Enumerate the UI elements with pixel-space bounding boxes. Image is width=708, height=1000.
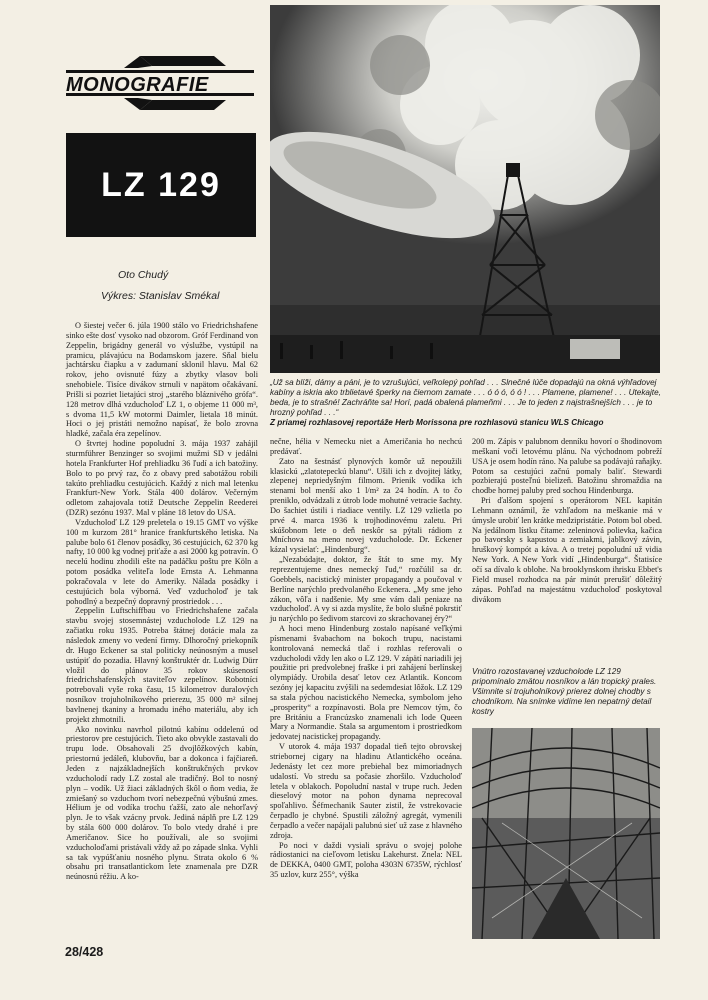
monografie-logo-text: MONOGRAFIE [66, 74, 209, 96]
photo-caption-quote: „Už sa blíži, dámy a páni, je to vzrušujúci, veľkolepý pohľad . . . Slnečné lúče dopadajú na okná výhľadovej kabíny a iskria ako trblietavé šperky na čiernom zamate . . . ó ó ó, ó ó ! . . . Plamene, plamene! . . . Utekajte, beda, je to strašné! Zachráňte sa! Horí, padá obalená plameňmi . . . Je to jeden z najstrašnejších . . . je to hrozný pohľad . . .“ [270, 378, 661, 417]
page-title: LZ 129 [101, 165, 221, 204]
paragraph: nečne, hélia v Nemecku niet a Američania ho nechcú predávať. [270, 437, 462, 456]
title-block [66, 133, 256, 237]
article-column-1 [66, 321, 258, 933]
paragraph: Ako novinku navrhol pilotnú kabínu oddelenú od priestorov pre cestujúcich. Tieto ako obvykle zastavali do trupu lode. Obsahovali 25 dvojlôžkových kabín, priestornú jedáleň, klubovňu, bar a dokonca i fajčiareň. Jeden z najzákladnejších konštrukčných prvkov vzducholodí rady LZ zostal ale tradičný. Bol to nosný plyn – vodík. Už žiaci základných škôl o ňom vedia, že zmiešaný so vzduchom tvorí nebezpečnú výbušnú zmes. Hélium je od vodíka trochu ťažší, zato ale nehorľavý plyn. Je to však vzácny prvok. Jediná náplň pre LZ 129 by stála 600 000 dolárov. To bolo vtedy drahé i pre Američanov. Sice ho používali, ale so svojimi vzducholoďami pristávali vždy až po západe slnka. Vyhli sa tak vypúšťaniu nosného plynu. Strata okolo 6 % obsahu pri transatlantickom lete znamenala pre DZR neúnosnú réžiu. A ko- [66, 724, 258, 882]
paragraph: A hoci meno Hindenburg zostalo napísané veľkými písmenami švabachom na bokoch trupu, nacistami kontrolovaná nemecká tlač i rozhlas referovali o vzducholodi vždy len ako o LZ 129. V zápätí nariadili jej použitie pri predvolebnej fraške i pri zahájení berlínskej olympiády. Urobila desať letov cez Atlantik. Koncom sezóny jej kapacitu zvýšili na sedemdesiat lôžok. LZ 129 sa stala pýchou nacistického Nemecka, symbolom jeho „prosperity“ a rozpínavosti. Bola pre Nemcov tým, čo pre Britániu a Francúzsko znamenali ich lode Queen Mary a Normandie. Stala sa argumentom i prostriedkom jedovatej nacistickej propagandy. [270, 624, 462, 742]
paragraph: Po noci v daždi vysiali správu o svojej polohe rádiostanici na cieľovom letisku Lakehurst. Znela: NEL de DEKKA, 0400 GMT, poloha 4303N 6735W, rýchlosť 35 uzlov, kurz 255°, výška [270, 840, 462, 880]
paragraph: Vzducholoď LZ 129 preletela o 19.15 GMT vo výške 100 m kurzom 281° hranice frankfurtského letiska. Na palube bolo 61 členov posádky, 36 cestujúcich, 62 370 kg nafty, 10 000 kg vodnej priťaže a asi 2000 kg potravín. O necelú hodinu zhodili ešte na padáčku poštu pre Köln a potom posádka veliteľa lode Ernsta A. Lehmanna pokračovala v lete do Ameriky. Nálada posádky i cestujúcich bola výborná. Veď vzducholoď je tak pohodlný a bezpečný dopravný prostriedok . . . [66, 517, 258, 606]
paragraph: Zeppelin Luftschiffbau vo Friedrichshafene začala stavbu svojej stosemnástej vzducholode LZ 129 na začiatku roku 1935. Potreba štátnej dotácie mala za následok zmeny vo vedení firmy. Dlhoročný priekopník dr. Hugo Eckener sa stal politicky neúnosným a musel ustúpiť do pozadia. Hlavný konštruktér dr. Ludwig Dürr vložil do plánov 35 rokov skúseností friedrichshafenských staviteľov zepelínov. Robotníci potrebovali vyše roka času, 15 kilometrov duralových nosníkov trojuholníkového prierezu, 35 000 m² silnej bavlnenej tkaniny a hromadu iného materiálu, aby ich projekt zhmotnili. [66, 606, 258, 724]
airship-interior-photo [472, 728, 660, 939]
paragraph: 200 m. Zápis v palubnom denníku hovorí o šhodinovom meškaní voči letovému plánu. Na východnom pobreží USA je osem hodín ráno. Na palube sa podávajú raňajky. Potom sa cestujúci začnú pomaly baliť. Stewardi pozbierajú posteľnú bielizeň. Batožinu shromaždia na chodbe hornej paluby pred sochou Hindenburga. [472, 437, 662, 496]
hindenburg-fire-photo [270, 5, 660, 373]
article-column-3 [472, 437, 662, 665]
paragraph: Pri ďalšom spojení s operátorom NEL kapitán Lehmann oznámil, že vzhľadom na meškanie má v úmysle urobiť len krátke medzipristátie. Potom bol obed. Na jedálnom lístku čítame: zeleninová polievka, kačica po bavorsky s kapustou a zemiakmi, jablkový závin, hruškový kompót a káva. A o tretej popoludní už vidia New York. A New York vidí „Hindenburga“. Štatisíce očí sa dívalo k oblohe. Na brooklynskom ihrisku Ebbet's Field musel rozhodca na pár minút prerušiť dôležitý zápas. Pohľad na majestátnu vzducholoď poskytoval divákom [472, 496, 662, 604]
photo-caption-source: Z priamej rozhlasovej reportáže Herb Morissona pre rozhlasovú stanicu WLS Chicago [270, 418, 604, 427]
paragraph: O šiestej večer 6. júla 1900 stálo vo Friedrichshafene sinko ešte dosť vysoko nad obzorom. Gróf Ferdinand von Zeppelin, brigádny generál vo výslužbe, vystúpil na pramicu, plávajúcu na Bodamskom jazere. Sňal bielu jachtársku čiapku a v zadumaní sklonil hlavu. Mal 62 rokov, jeho ovisnuté fúzy a zbytky vlasov boli snehobiele. Tisíce divákov strnuli v napätom očakávaní. Prišli si pozriet lietajúci stroj „starého bláznivého grófa“. 128 metrov dlhá vzducholoď LZ 1, o objeme 11 000 m³, s dvoma 11,5 kW motormi Daimler, lietala 18 minút. Hoci o jej pristáti nemožno napísať, že bolo zrovna hladké, začala éra zepelínov. [66, 321, 258, 439]
author-credit: Oto Chudý [118, 269, 169, 281]
paragraph: „Nezabúdajte, doktor, že štát to sme my. My reprezentujeme dnes nemecký ľud,“ rozčúlil sa dr. Goebbels, nacistický minister propagandy a poučoval v Berlíne narýchlo predvolaného Eckenera. „My sme jeho zákon, vôľa i nadšenie. My sme vám dali peniaze na vzducholoď. A vy si azda myslíte, že bolo slušné pokrstiť ju narýchlo po šedivom starcovi zo skrachovanej éry?“ [270, 555, 462, 624]
page-number: 28/428 [65, 945, 104, 959]
paragraph: V utorok 4. mája 1937 dopadal tieň tejto obrovskej striebornej cigary na hladinu Atlantického oceána. Jedenásty let cez more prebiehal bez mimoriadnych udalostí. Vo stredu sa počasie zhoršilo. Vzducholoď letela v oblakoch. Popoludní nastal v trupe ruch. Jeden dieselový motor na pohon dynama neprecoval spoľahlivo. Šéfmechanik Sauter zistil, že vstrekovacie čerpadlo je chybné. Spustili záložný agregát, vymenili čerpadlo a večer napájali palubnú sieť už zase z hlavného zdroja. [270, 742, 462, 840]
photo-caption [270, 378, 662, 428]
article-column-2 [270, 437, 462, 941]
illustrator-credit: Výkres: Stanislav Smékal [101, 290, 220, 302]
interior-photo-caption: Vnútro rozostavanej vzducholode LZ 129 pripomínalo zmätou nosníkov a lán tropický prales. Všimnite si trojuholníkový prierez dolnej chodby s chodníkom. Na snímke vidíme len nepatrný detail kostry [472, 667, 657, 716]
paragraph: Zato na šestnásť plynových komôr už nepoužili klasickú „zlatotepeckú blanu“. Ušili ich z dvojitej látky, zlepenej nepriedyšným filmom. Prienik vodíka ich stenami bol menší ako 1 l/m² za 24 hodín. A to čo preniklo, odvádzali z útrob lode mohutné vetracie šachty. Do šachiet ústili i riadiace ventily. LZ 129 vzlietla po prvé 4. marca 1936 k trojhodinovému zaletu. Pri skúšobnom lete o deň neskôr sa pýtali rádiom z Mníchova na meno novej vzducholode. Dr. Eckener kázal vysielať: „Hindenburg“. [270, 456, 462, 555]
paragraph: O štvrtej hodine popoludní 3. mája 1937 zahájil sturmführer Benzinger so svojimi mužmi SD v jedálni hotela Frankfurter Hof prehliadku 36 ľudí a ich batožiny. Bolo to po prvý raz, čo z obavy pred sabotážou robili takúto prehliadku cestujúcich. Každý z nich mal letenku Frankfurt-New York. Stála 400 dolárov. Večerným odletom zahajovala totiž Deutsche Zeppelin Reederei (DZR) sezónu 1937. Mal v pláne 18 letov do USA. [66, 439, 258, 518]
